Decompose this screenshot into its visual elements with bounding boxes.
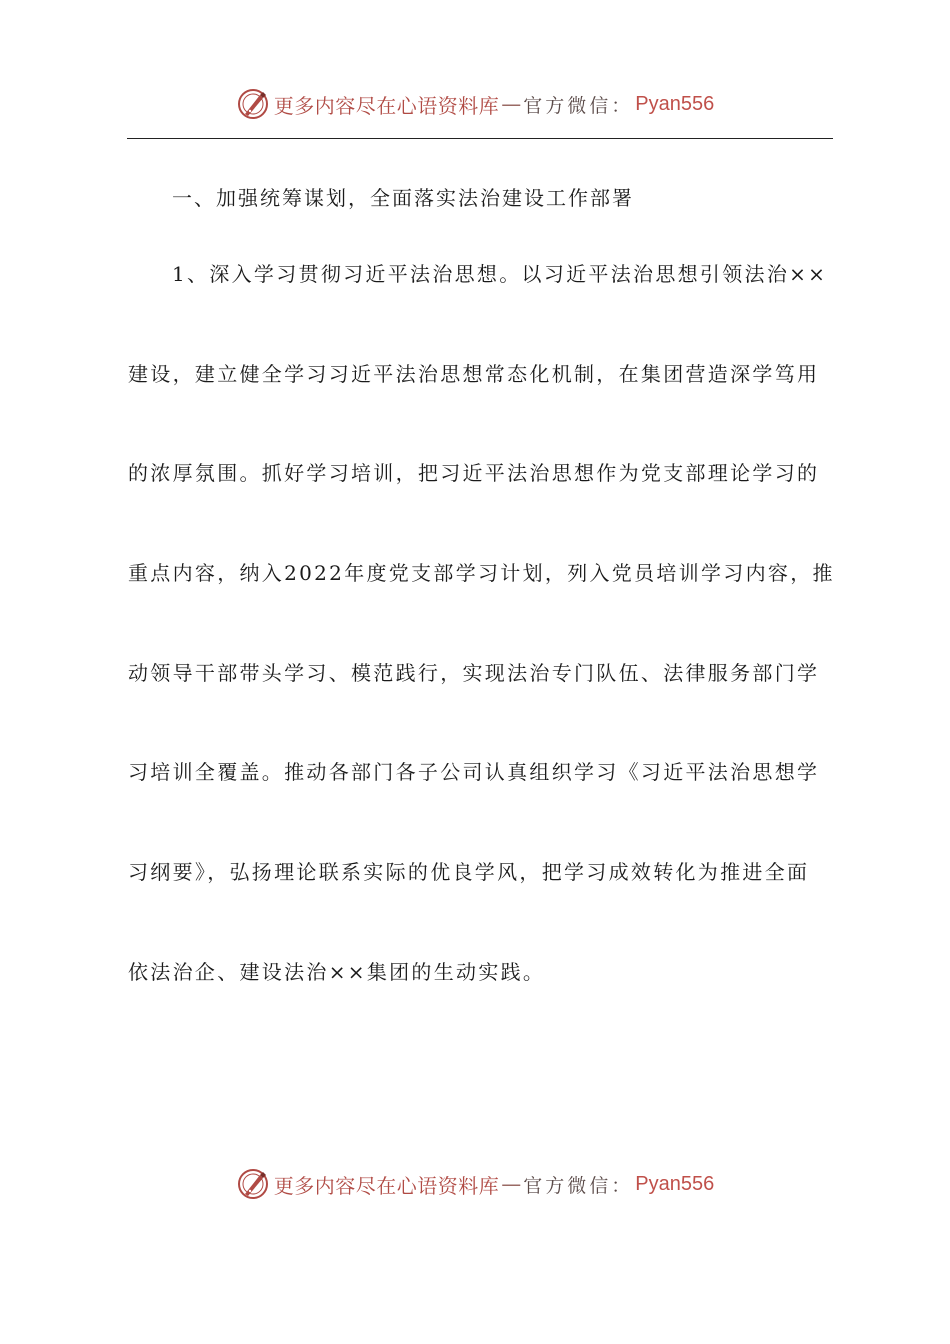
- paragraph-line: 1、深入学习贯彻习近平法治思想。以习近平法治思想引领法治××: [172, 262, 828, 286]
- banner-wechat-label: 官方微信：: [523, 1174, 634, 1197]
- banner-wechat-label: 官方微信：: [523, 94, 634, 117]
- paragraph-line: 动领导干部带头学习、模范践行，实现法治专门队伍、法律服务部门学: [128, 660, 820, 685]
- header-banner: [0, 84, 950, 124]
- banner-brand-text: 更多内容尽在心语资料库: [273, 1173, 500, 1198]
- banner-wechat-id: Pyan556: [635, 92, 715, 115]
- paragraph-line: 建设，建立健全学习习近平法治思想常态化机制，在集团营造深学笃用: [128, 361, 820, 386]
- banner-dash: —: [501, 92, 522, 116]
- banner-dash: —: [501, 1172, 522, 1196]
- banner-wechat-id: Pyan556: [635, 1172, 715, 1195]
- section-heading: 一、加强统筹谋划，全面落实法治建设工作部署: [172, 186, 634, 210]
- document-body: [128, 176, 835, 1050]
- pen-nib-logo-icon: [236, 1167, 270, 1201]
- paragraph-line: 习培训全覆盖。推动各部门各子公司认真组织学习《习近平法治思想学: [128, 760, 820, 785]
- paragraph-line: 的浓厚氛围。抓好学习培训，把习近平法治思想作为党支部理论学习的: [128, 461, 820, 486]
- footer-banner: [0, 1164, 950, 1204]
- paragraph-line: 依法治企、建设法治××集团的生动实践。: [128, 959, 546, 984]
- paragraph-line: 重点内容，纳入2022年度党支部学习计划，列入党员培训学习内容，推: [128, 561, 835, 586]
- paragraph-line: 习纲要》，弘扬理论联系实际的优良学风，把学习成效转化为推进全面: [128, 860, 810, 885]
- paragraph: [128, 252, 835, 1050]
- header-divider: [127, 138, 833, 139]
- pen-nib-logo-icon: [236, 87, 270, 121]
- banner-brand-text: 更多内容尽在心语资料库: [273, 93, 500, 118]
